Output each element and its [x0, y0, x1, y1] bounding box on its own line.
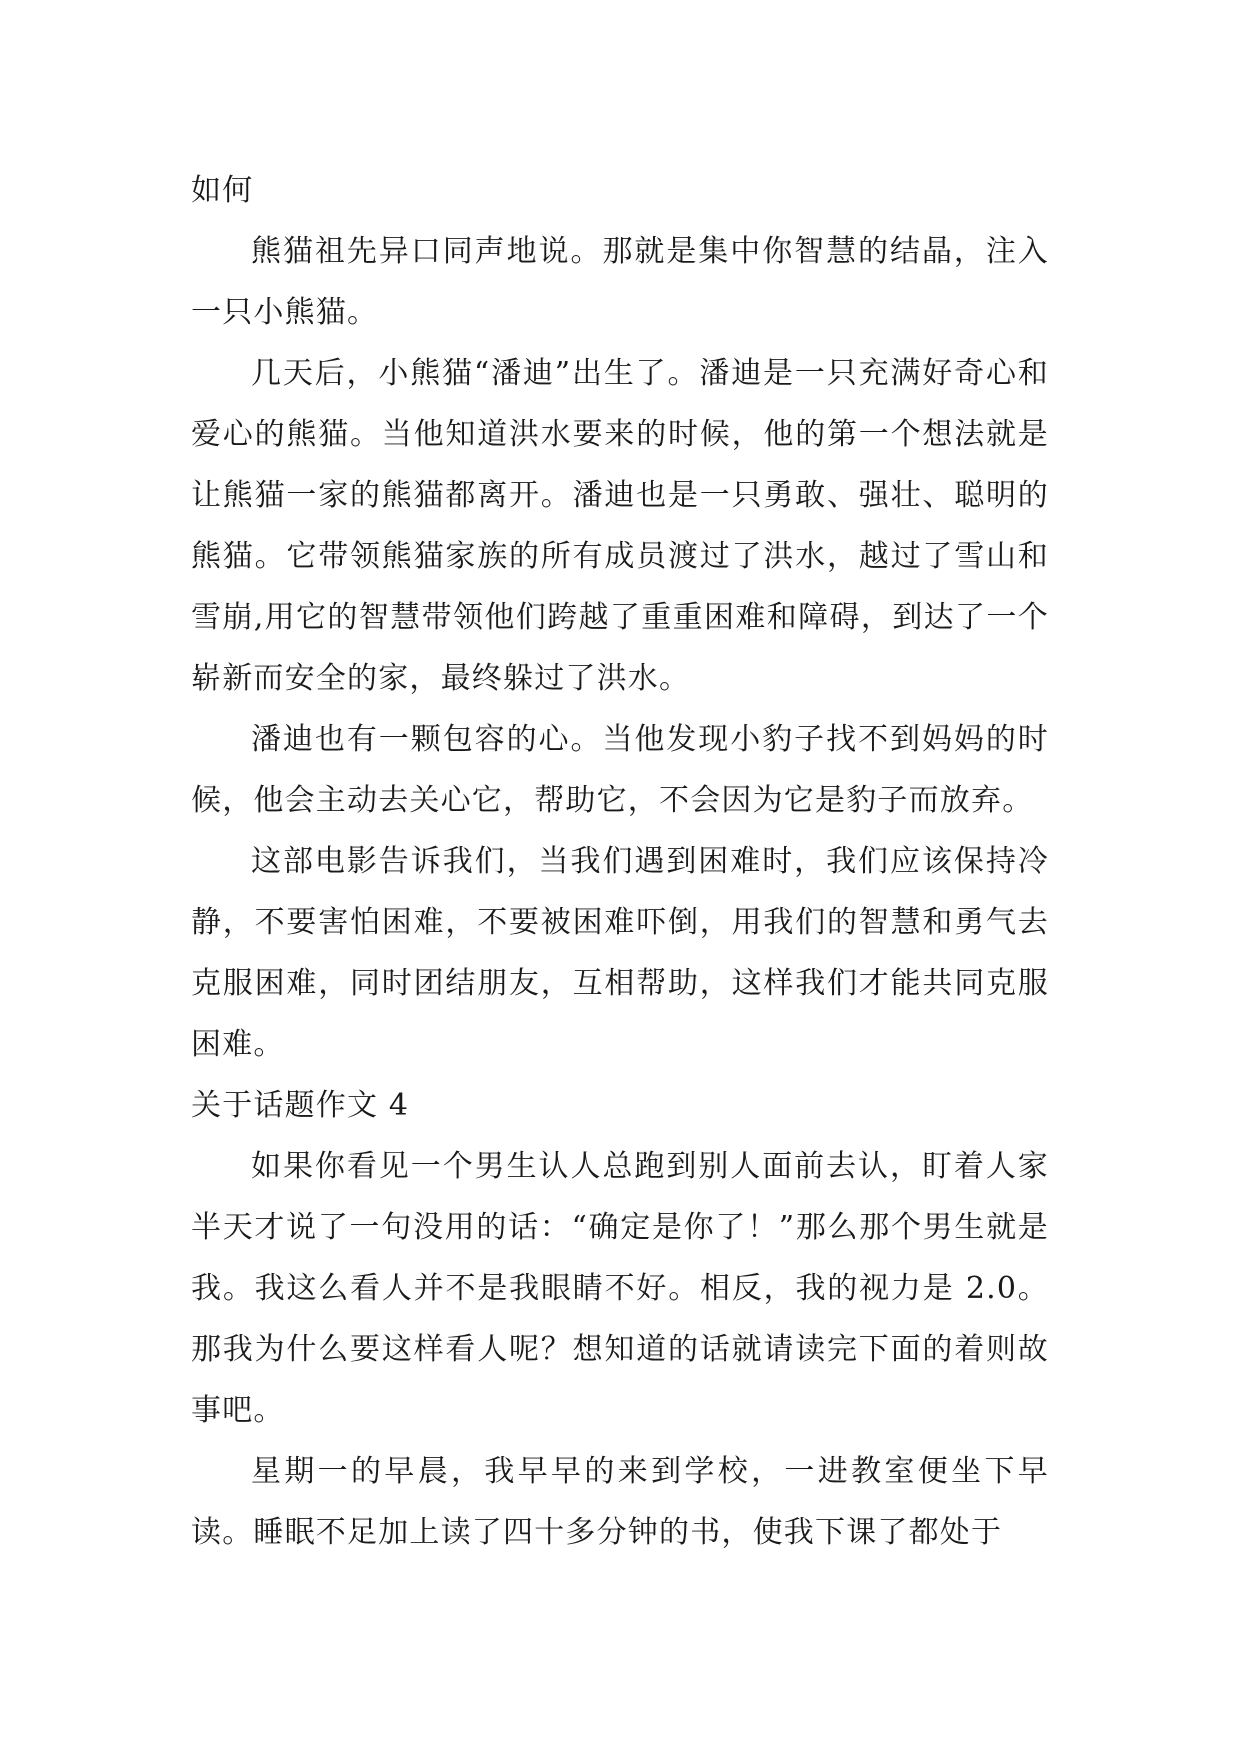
paragraph-pandi-born: 几天后，小熊猫“潘迪”出生了。潘迪是一只充满好奇心和爱心的熊猫。当他知道洪水要来的时候，他的第一个想法就是让熊猫一家的熊猫都离开。潘迪也是一只勇敢、强壮、聪明的熊猫。它带领熊猫家族的所有成员渡过了洪水，越过了雪山和雪崩,用它的智慧带领他们跨越了重重困难和障碍，到达了一个崭新而安全的家，最终躲过了洪水。	[191, 356, 1049, 696]
paragraph-ancestors-said: 熊猫祖先异口同声地说。那就是集中你智慧的结晶，注入一只小熊猫。	[191, 234, 1049, 330]
paragraph-boy-stares: 如果你看见一个男生认人总跑到别人面前去认，盯着人家半天才说了一句没用的话：“确定是你了！”那么那个男生就是我。我这么看人并不是我眼睛不好。相反，我的视力是 2.0。那我为什么要这样看人呢？想知道的话就请读完下面的着则故事吧。	[191, 1149, 1049, 1428]
essay-title: 关于话题作文 4	[191, 1088, 410, 1123]
paragraph-movie-lesson: 这部电影告诉我们，当我们遇到困难时，我们应该保持冷静，不要害怕困难，不要被困难吓倒，用我们的智慧和勇气去克服困难，同时团结朋友，互相帮助，这样我们才能共同克服困难。	[191, 844, 1049, 1062]
paragraph-heading-fragment: 如何	[191, 173, 254, 208]
paragraph-monday-morning: 星期一的早晨，我早早的来到学校，一进教室便坐下早读。睡眠不足加上读了四十多分钟的书，使我下课了都处于	[191, 1454, 1049, 1550]
document-body	[191, 160, 1049, 1563]
paragraph-pandi-tolerant: 潘迪也有一颗包容的心。当他发现小豹子找不到妈妈的时候，他会主动去关心它，帮助它，不会因为它是豹子而放弃。	[191, 722, 1049, 818]
